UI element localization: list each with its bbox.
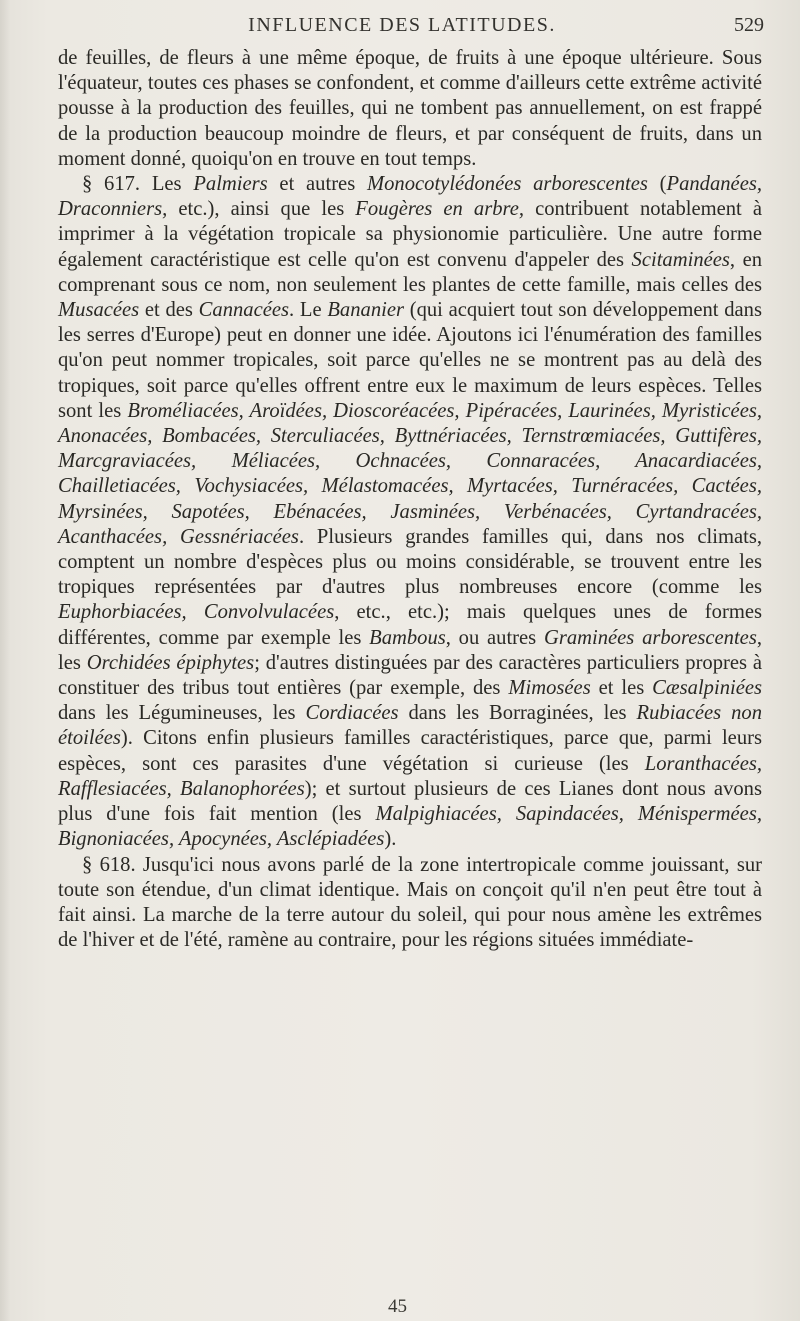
text-run: et autres (267, 173, 367, 196)
italic-run: Monocotylédonées arborescentes (366, 173, 648, 196)
text-run: § 618. Jusqu'ici nous avons parlé de la zone intertropicale comme jouissant, sur toute son étendue, d'un climat identique. Mais on conçoit qu'il n'en peut être tout à fait ainsi. La marche de la terre autour du soleil, qui pour nous amène les extrêmes de l'hiver et de l'été, ramène au contraire, pour les régions situées immédiate- (58, 853, 762, 952)
text-run: . Le (289, 299, 328, 322)
text-run: contribuent notablement à imprimer à la végétation tropicale sa physionomie particulière. Une autre forme également caractéristique est celle qu'on est convenu d'appeler des (58, 198, 762, 271)
italic-run: Rubiacées non étoilées (58, 702, 762, 750)
text-run: de feuilles, de fleurs à une même époque, de fruits à une époque ultérieure. Sous l'équateur, toutes ces phases se confondent, et comme d'ailleurs cette extrême activité pousse à la production des feuilles, qui ne tombent pas annuellement, on est frappé de la production beaucoup moindre de fleurs, et par conséquent de fruits, dans un moment donné, quoiqu'on en trouve en tout temps. (58, 47, 762, 170)
text-run: ). (384, 828, 397, 851)
text-run: etc.), ainsi que les (167, 198, 356, 221)
italic-run: Orchidées épiphytes (86, 651, 255, 674)
text-run: ( (647, 173, 667, 196)
continuation-paragraph (58, 46, 762, 172)
italic-run: Cæsalpiniées (652, 677, 763, 700)
text-run: ). Citons enfin plusieurs familles caractéristiques, parce que, parmi leurs espèces, sont ces parasites d'une végétation si curieuse (les (58, 727, 762, 775)
text-run: ); et surtout plusieurs de ces Lianes dont nous avons plus d'une fois fait mention (les (58, 777, 762, 826)
italic-run: Broméliacées, Aroïdées, Dioscoréacées, Pipéracées, Laurinées, Myristicées, Anonacées, Bombacées, Sterculiacées, Byttnériacées, Ternstrœmiacées, Guttifères, Marcgraviacées, Méliacées, Ochnacées, Connaracées, Anacardiacées, Chailletiacées, Vochysiacées, Mélastomacées, Myrtacées, Turnéracées, Cactées, Myrsinées, Sapotées, Ebénacées, Jasminées, Verbénacées, Cyrtandracées, Acanthacées, Gessnériacées (58, 399, 762, 548)
text-run: dans les Légumineuses, les (58, 702, 306, 725)
running-title: INFLUENCE DES LATITUDES. (248, 14, 556, 36)
italic-run: Musacées (58, 299, 140, 322)
page-header (40, 14, 764, 40)
text-run: dans les Borraginées, les (398, 702, 637, 725)
text-run: et les (590, 677, 653, 700)
italic-run: Malpighiacées, Sapindacées, Ménispermées, Bignoniacées, Apocynées, Asclépiadées (58, 803, 762, 851)
text-run: , les (58, 626, 762, 674)
text-run: (qui acquiert tout son développement dans les serres d'Europe) peut en donner une idée. Ajoutons ici l'énumération des familles qu'on peut nommer tropicales, soit parce qu'elles ne se montrent pas au delà des tropiques, soit parce qu'elles offrent entre eux le maximum de leurs espèces. Telles sont les (58, 299, 762, 422)
page-gutter-shadow (0, 0, 10, 1321)
italic-run: Cordiacées (305, 702, 399, 725)
text-run: , en comprenant sous ce nom, non seulement les plantes de cette famille, mais celles des (58, 248, 763, 296)
text-run: , ou autres (445, 626, 544, 649)
section-paragraph (58, 172, 762, 852)
italic-run: Bambous (369, 626, 446, 649)
page-number: 529 (734, 14, 764, 36)
italic-run: Mimosées (508, 677, 591, 700)
text-run: , etc., etc.); mais quelques unes de formes différentes, comme par exemple les (58, 601, 762, 649)
text-run: . Plusieurs grandes familles qui, dans nos climats, comptent un nombre d'espèces plus ou moins considérable, se trouvent entre les tropiques représentées par d'autres plus nombreuses encore (comme les (58, 525, 762, 599)
italic-run: Pandanées, Draconniers, (58, 173, 762, 221)
italic-run: Loranthacées, Rafflesiacées, Balanophorées (58, 752, 762, 800)
italic-run: Graminées arborescentes (543, 626, 757, 649)
italic-run: Cannacées (198, 299, 290, 322)
italic-run: Euphorbiacées, Convolvulacées (58, 601, 335, 624)
body-text (58, 46, 762, 953)
text-run: ; d'autres distinguées par des caractères particuliers propres à constituer des tribus tout entières (par exemple, des (58, 651, 763, 700)
italic-run: Scitaminées (631, 248, 730, 271)
italic-run: Palmiers (193, 173, 268, 196)
text-run: et des (139, 299, 199, 322)
section-paragraph (58, 853, 762, 954)
signature-mark: 45 (388, 1296, 407, 1317)
text-run: § 617. Les (82, 173, 194, 196)
italic-run: Bananier (327, 299, 404, 322)
italic-run: Fougères en arbre, (355, 198, 525, 221)
